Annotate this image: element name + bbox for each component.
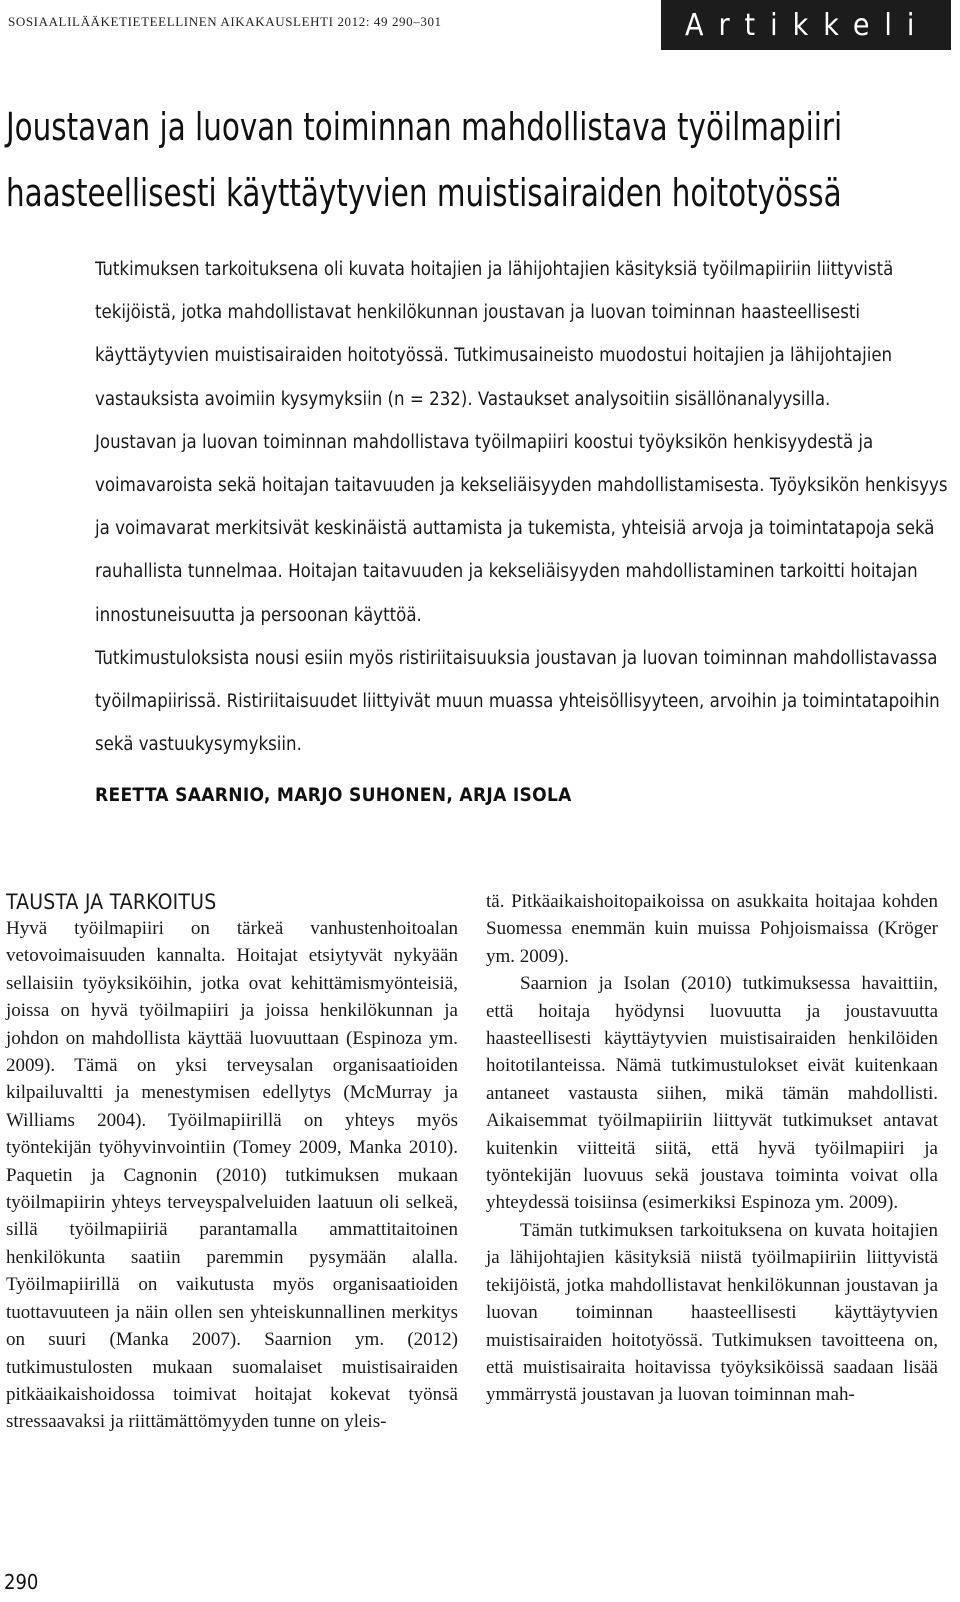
abstract-paragraph-2: Joustavan ja luovan toiminnan mahdollistava työilmapiiri koostui työyksikön henkisyydestä ja voimavaroista sekä hoitajan taitavuuden ja kekseliäisyyden mahdollistamisesta. Työyksikön henkisyys ja voimavarat merkitsivät keskinäistä auttamista ja tukemista, yhteisiä arvoja ja toimintatapoja sekä rauhallista tunnelmaa. Hoitajan taitavuuden ja kekseliäisyyden mahdollistaminen tarkoitti hoitajan innostuneisuutta ja persoonan käyttöä.	[95, 431, 948, 626]
body-paragraph: Hyvä työilmapiiri on tärkeä vanhustenhoitoalan vetovoimaisuuden kannalta. Hoitajat etsiytyvät nykyään sellaisiin työyksiköihin, jotka ovat kehittämismyönteisiä, joissa on hyvä työilmapiiri ja joissa henkilökunnan ja johdon on mahdollista käyttää luovuuttaan (Espinoza ym. 2009). Tämä on yksi terveysalan organisaatioiden kilpailuvaltti ja menestymisen edellytys (McMurray ja Williams 2004). Työilmapiirillä on yhteys myös työntekijän työhyvinvointiin (Tomey 2009, Manka 2010). Paquetin ja Cagnonin (2010) tutkimuksen mukaan työilmapiirin yhteys terveyspalveluiden laatuun oli selkeä, sillä työilmapiiriä parantamalla ammattitaitoinen henkilökunta saatiin paremmin pysymään alalla. Työilmapiirillä on vaikutusta myös organisaatioiden tuottavuuteen ja näin ollen sen yhteiskunnallinen merkitys on suuri (Manka 2007). Saarnion ym. (2012) tutkimustulosten mukaan suomalaiset muistisairaiden pitkäaikaishoidossa toimivat hoitajat kokevat työnsä stressaavaksi ja riittämättömyyden tunne on yleis-	[6, 918, 458, 1433]
page-number: 290	[4, 1570, 39, 1594]
article-title: Joustavan ja luovan toiminnan mahdollistava työilmapiiri haasteellisesti käyttäytyvien muistisairaiden hoitotyössä	[6, 105, 843, 215]
body-column-left	[6, 888, 458, 1436]
authors: REETTA SAARNIO, MARJO SUHONEN, ARJA ISOLA	[95, 784, 572, 806]
abstract-paragraph-1: Tutkimuksen tarkoituksena oli kuvata hoitajien ja lähijohtajien käsityksiä työilmapiiriin liittyvistä tekijöistä, jotka mahdollistavat henkilökunnan joustavan ja luovan toiminnan haasteellisesti käyttäytyvien muistisairaiden hoitotyössä. Tutkimusaineisto muodostui hoitajien ja lähijohtajien vastauksista avoimiin kysymyksiin (n = 232). Vastaukset analysoitiin sisällönanalyysilla.	[95, 259, 894, 410]
body-paragraph: Tämän tutkimuksen tarkoituksena on kuvata hoitajien ja lähijohtajien käsityksiä niistä työilmapiiriin liittyvistä tekijöistä, jotka mahdollistavat henkilökunnan joustavan ja luovan toiminnan haasteellisesti käyttäytyvien muistisairaiden hoitotyössä. Tutkimuksen tavoitteena on, että muistisairaita hoitavissa työyksiköissä saadaan lisää ymmärrystä joustavan ja luovan toiminnan mah-	[486, 1219, 938, 1406]
section-tag: Artikkeli	[661, 0, 951, 50]
body-paragraph: tä. Pitkäaikaishoitopaikoissa on asukkaita hoitajaa kohden Suomessa enemmän kuin muissa Pohjoismaissa (Kröger ym. 2009).	[486, 891, 938, 967]
journal-header: SOSIAALILÄÄKETIETEELLINEN AIKAKAUSLEHTI 2012: 49 290–301	[8, 14, 442, 29]
abstract	[95, 248, 955, 766]
abstract-paragraph-3: Tutkimustuloksista nousi esiin myös ristiriitaisuuksia joustavan ja luovan toiminnan mahdollistavassa työilmapiirissä. Ristiriitaisuudet liittyivät muun muassa yhteisöllisyyteen, arvoihin ja toimintatapoihin sekä vastuukysymyksiin.	[95, 647, 940, 756]
body-paragraph: Saarnion ja Isolan (2010) tutkimuksessa havaittiin, että hoitaja hyödynsi luovuutta ja joustavuutta haasteellisesti käyttäytyvien muistisairaiden henkilöiden hoitotilanteissa. Nämä tutkimustulokset eivät kuitenkaan antaneet vastausta siihen, mikä tämän mahdollisti. Aikaisemmat työilmapiiriin liittyvät tutkimukset antavat kuitenkin viitteitä siitä, että hyvä työilmapiiri ja työntekijän luovuus sekä joustava toiminta voivat olla yhteydessä toisiinsa (esimerkiksi Espinoza ym. 2009).	[486, 973, 938, 1214]
body-column-right	[486, 888, 938, 1409]
section-heading: TAUSTA JA TARKOITUS	[6, 890, 217, 914]
